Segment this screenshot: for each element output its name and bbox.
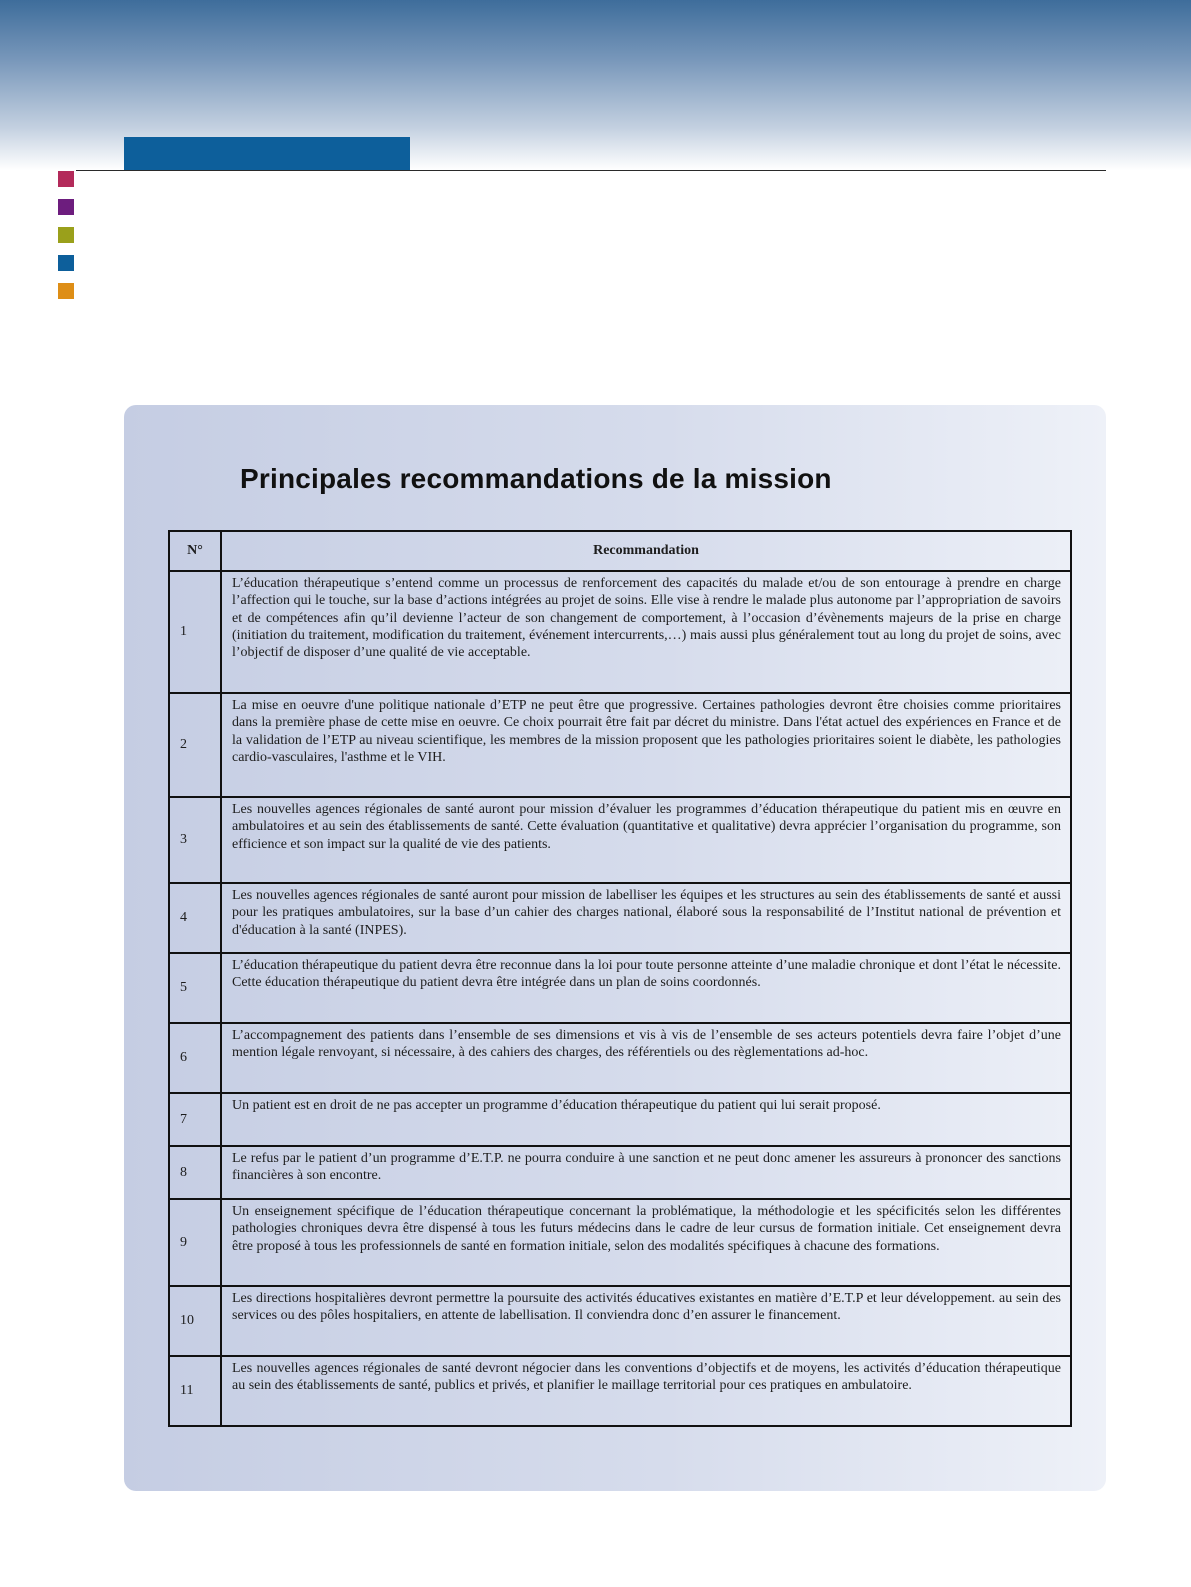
row-text: L’éducation thérapeutique du patient devra être reconnue dans la loi pour toute personne atteinte d’une maladie chronique et dont l’état le nécessite. Cette éducation thérapeutique du patient devra être intégrée dans un plan de soins coordonnés. [221, 953, 1071, 1023]
row-text: L’éducation thérapeutique s’entend comme un processus de renforcement des capacités du malade et/ou de son entourage à prendre en charge l’affection qui le touche, sur la base d’actions intégrées au projet de soins. Elle vise à rendre le malade plus autonome par l’appropriation de savoirs et de compétences afin qu’il devienne l’acteur de son changement de comportement, à l’occasion d’évènements majeurs de la prise en charge (initiation du traitement, modification du traitement, événement intercurrents,…) mais aussi plus généralement tout au long du projet de soins, avec l’objectif de disposer d’une qualité de vie acceptable. [221, 571, 1071, 693]
row-text: Les nouvelles agences régionales de santé auront pour mission d’évaluer les programmes d’éducation thérapeutique du patient mis en œuvre en ambulatoires et au sein des établissements de santé. Cette évaluation (quantitative et qualitative) devra apprécier l’organisation du programme, son efficience et son impact sur la qualité de vie des patients. [221, 797, 1071, 883]
table-row [169, 1199, 1071, 1286]
table-row [169, 1356, 1071, 1426]
row-number: 3 [169, 797, 221, 883]
table-row [169, 883, 1071, 953]
row-text: Les directions hospitalières devront permettre la poursuite des activités éducatives existantes en matière d’E.T.P et leur développement. au sein des services ou des pôles hospitaliers, en attente de labellisation. Il conviendra donc d’en assurer le financement. [221, 1286, 1071, 1356]
table-row [169, 953, 1071, 1023]
row-text: Les nouvelles agences régionales de santé auront pour mission de labelliser les équipes et les structures au sein des établissements de santé et aussi pour les pratiques ambulatoires, sur la base d’un cahier des charges national, élaboré sous la responsabilité de l’Institut national de prévention et d'éducation à la santé (INPES). [221, 883, 1071, 953]
row-number: 1 [169, 571, 221, 693]
panel-title: Principales recommandations de la mission [240, 463, 832, 494]
table-row [169, 571, 1071, 693]
row-text: Un patient est en droit de ne pas accepter un programme d’éducation thérapeutique du patient qui lui serait proposé. [221, 1093, 1071, 1146]
row-text: La mise en oeuvre d'une politique nationale d’ETP ne peut être que progressive. Certaines pathologies devront être choisies comme prioritaires dans la première phase de cette mise en oeuvre. Ce choix pourrait être fait par décret du ministre. Dans l'état actuel des expériences en France et de la validation de l’ETP au niveau scientifique, les membres de la mission proposent que les pathologies prioritaires soient le diabète, les pathologies cardio-vasculaires, l'asthme et le VIH. [221, 693, 1071, 797]
row-number: 11 [169, 1356, 221, 1426]
table-row [169, 1023, 1071, 1093]
color-square-crimson [58, 171, 74, 187]
row-number: 2 [169, 693, 221, 797]
row-number: 5 [169, 953, 221, 1023]
recommendations-panel [124, 405, 1106, 1491]
row-number: 4 [169, 883, 221, 953]
color-square-olive [58, 227, 74, 243]
row-text: L’accompagnement des patients dans l’ensemble de ses dimensions et vis à vis de l’ensemble de ses acteurs potentiels devra faire l’objet d’une mention légale renvoyant, si nécessaire, à des cahiers des charges, des référentiels ou des règlementations ad-hoc. [221, 1023, 1071, 1093]
table-row [169, 1286, 1071, 1356]
row-text: Les nouvelles agences régionales de santé devront négocier dans les conventions d’objectifs et de moyens, les activités d’éducation thérapeutique au sein des établissements de santé, publics et privés, et planifier le maillage territorial pour ces pratiques en ambulatoire. [221, 1356, 1071, 1426]
table-row [169, 1093, 1071, 1146]
table-header-row [169, 531, 1071, 571]
header-recommendation: Recommandation [221, 531, 1071, 571]
color-square-purple [58, 199, 74, 215]
row-text: Le refus par le patient d’un programme d’E.T.P. ne pourra conduire à une sanction et ne peut donc amener les assureurs à prononcer des sanctions financières à son encontre. [221, 1146, 1071, 1199]
row-number: 6 [169, 1023, 221, 1093]
row-number: 8 [169, 1146, 221, 1199]
row-number: 9 [169, 1199, 221, 1286]
table-row [169, 693, 1071, 797]
table-row [169, 797, 1071, 883]
header-rule [76, 170, 1106, 171]
recommendations-table [168, 530, 1072, 1427]
color-square-orange [58, 283, 74, 299]
header-tab-block [124, 137, 410, 170]
header-number: N° [169, 531, 221, 571]
row-number: 7 [169, 1093, 221, 1146]
row-number: 10 [169, 1286, 221, 1356]
row-text: Un enseignement spécifique de l’éducation thérapeutique concernant la problématique, la méthodologie et les spécificités selon les différentes pathologies chroniques devra être dispensé à tous les futurs médecins dans le cadre de leur cursus de formation initiale. Cet enseignement devra être proposé à tous les professionnels de santé en formation initiale, selon des modalités spécifiques à chacune des formations. [221, 1199, 1071, 1286]
color-square-blue [58, 255, 74, 271]
table-row [169, 1146, 1071, 1199]
